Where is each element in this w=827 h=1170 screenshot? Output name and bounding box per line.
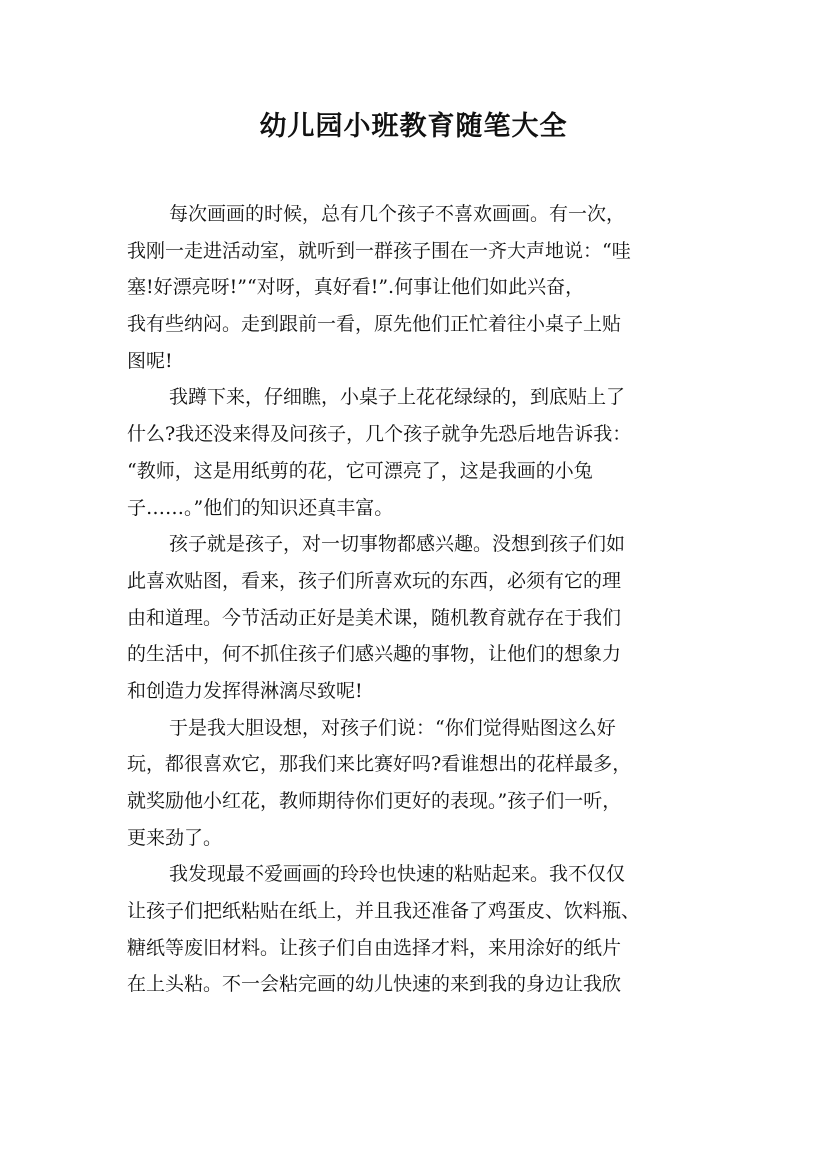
paragraph-line: 于是我大胆设想，对孩子们说：“你们觉得贴图这么好 [169,716,616,739]
paragraph-line: 图呢! [127,349,173,372]
paragraph-line: 玩，都很喜欢它，那我们来比赛好吗?看谁想出的花样最多， [127,753,632,776]
paragraph-line: 我发现最不爱画画的玲玲也快速的粘贴起来。我不仅仅 [169,863,626,886]
paragraph-line: 什么?我还没来得及问孩子，几个孩子就争先恐后地告诉我： [127,423,632,446]
paragraph-line: 我有些纳闷。走到跟前一看，原先他们正忙着往小桌子上贴 [127,313,622,336]
paragraph-line: 由和道理。今节活动正好是美术课，随机教育就存在于我们 [127,606,622,629]
paragraph-line: 的生活中，何不抓住孩子们感兴趣的事物，让他们的想象力 [127,643,622,666]
paragraph-line: “教师，这是用纸剪的花，它可漂亮了，这是我画的小兔 [127,459,593,482]
paragraph-line: 子……。”他们的知识还真丰富。 [127,496,394,519]
paragraph-line: 让孩子们把纸粘贴在纸上，并且我还准备了鸡蛋皮、饮料瓶、 [127,900,641,923]
paragraph-3 [127,526,717,709]
paragraph-line: 每次画画的时候，总有几个孩子不喜欢画画。有一次， [169,203,626,225]
paragraph-5 [127,856,717,1003]
paragraph-line: 更来劲了。 [127,826,223,849]
paragraph-line: 孩子就是孩子，对一切事物都感兴趣。没想到孩子们如 [169,533,626,556]
paragraph-line: 此喜欢贴图，看来，孩子们所喜欢玩的东西，必须有它的理 [127,569,622,592]
document-title: 幼儿园小班教育随笔大全 [259,111,568,142]
paragraph-line: 糖纸等废旧材料。让孩子们自由选择才料，来用涂好的纸片 [127,936,622,959]
paragraph-line: 塞!好漂亮呀!”“对呀，真好看!”.何事让他们如此兴奋， [127,276,585,299]
paragraph-2 [127,379,717,526]
paragraph-line: 在上头粘。不一会粘完画的幼儿快速的来到我的身边让我欣 [127,973,622,996]
paragraph-line: 我蹲下来，仔细瞧，小桌子上花花绿绿的，到底贴上了 [169,386,626,409]
paragraph-line: 就奖励他小红花，教师期待你们更好的表现。”孩子们一听， [127,790,622,812]
paragraph-line: 我刚一走进活动室，就听到一群孩子围在一齐大声地说：“哇 [127,239,631,262]
paragraph-1 [127,196,717,379]
paragraph-line: 和创造力发挥得淋漓尽致呢! [127,679,363,702]
paragraph-4 [127,710,717,857]
document-body [127,196,717,1003]
